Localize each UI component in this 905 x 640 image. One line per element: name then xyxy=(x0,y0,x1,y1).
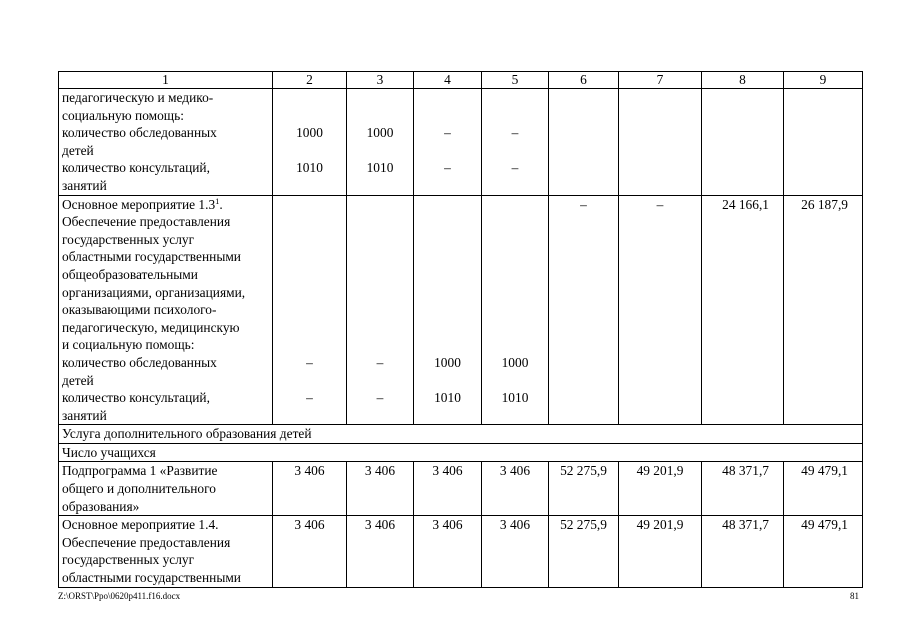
value-cell: – – xyxy=(414,89,482,196)
header-cell: 5 xyxy=(482,72,549,89)
header-cell: 7 xyxy=(619,72,702,89)
value-cell: 24 166,1 xyxy=(702,195,784,425)
value-cell: 3 406 xyxy=(414,462,482,516)
table-row xyxy=(59,89,863,196)
header-cell: 8 xyxy=(702,72,784,89)
value-cell: 26 187,9 xyxy=(784,195,863,425)
value-cell: 3 406 xyxy=(482,462,549,516)
table-row xyxy=(59,443,863,462)
section-row: Число учащихся xyxy=(59,443,863,462)
table-row xyxy=(59,425,863,444)
header-cell: 4 xyxy=(414,72,482,89)
value-cell: 49 479,1 xyxy=(784,462,863,516)
value-cell: 3 406 xyxy=(273,516,347,587)
document-table xyxy=(58,71,863,588)
header-cell: 3 xyxy=(347,72,414,89)
value-cell: 1000 1010 xyxy=(482,195,549,425)
header-row xyxy=(59,72,863,89)
value-cell: 3 406 xyxy=(414,516,482,587)
value-cell: 1000 1010 xyxy=(347,89,414,196)
value-cell: 3 406 xyxy=(273,462,347,516)
value-cell: 3 406 xyxy=(347,516,414,587)
header-cell: 6 xyxy=(549,72,619,89)
value-cell: – – xyxy=(482,89,549,196)
value-cell: – xyxy=(549,195,619,425)
table-row xyxy=(59,195,863,425)
section-row: Услуга дополнительного образования детей xyxy=(59,425,863,444)
value-cell: 52 275,9 xyxy=(549,516,619,587)
header-cell: 2 xyxy=(273,72,347,89)
row-label: Подпрограмма 1 «Развитие общего и дополнительного образования» xyxy=(59,462,273,516)
header-cell: 9 xyxy=(784,72,863,89)
footer-file-path: Z:\ORST\Ppo\0620p411.f16.docx xyxy=(58,591,181,601)
value-cell xyxy=(619,89,702,196)
value-cell: 49 201,9 xyxy=(619,516,702,587)
table-row xyxy=(59,516,863,587)
value-cell: 1000 1010 xyxy=(273,89,347,196)
value-cell: – – xyxy=(273,195,347,425)
value-cell: 52 275,9 xyxy=(549,462,619,516)
table-row xyxy=(59,462,863,516)
value-cell: 3 406 xyxy=(482,516,549,587)
value-cell: – xyxy=(619,195,702,425)
value-cell xyxy=(702,89,784,196)
row-label: Основное мероприятие 1.4. Обеспечение предоставления государственных услуг областными государственными xyxy=(59,516,273,587)
value-cell: 49 479,1 xyxy=(784,516,863,587)
row-label: педагогическую и медико- социальную помощь: количество обследованных детей количество консультаций, занятий xyxy=(59,89,273,196)
value-cell: 3 406 xyxy=(347,462,414,516)
value-cell: – – xyxy=(347,195,414,425)
row-label: Основное мероприятие $1.3^1$. Обеспечение предоставления государственных услуг областными государственными общеобразовательными организациями, организациями, оказывающими психолого- педагогическую, медицинскую и социальную помощь: количество обследованных детей количество консультаций, занятий xyxy=(59,195,273,425)
value-cell: 49 201,9 xyxy=(619,462,702,516)
value-cell xyxy=(784,89,863,196)
value-cell: 48 371,7 xyxy=(702,462,784,516)
value-cell: 48 371,7 xyxy=(702,516,784,587)
value-cell xyxy=(549,89,619,196)
value-cell: 1000 1010 xyxy=(414,195,482,425)
header-cell: 1 xyxy=(59,72,273,89)
page-number: 81 xyxy=(850,591,859,601)
